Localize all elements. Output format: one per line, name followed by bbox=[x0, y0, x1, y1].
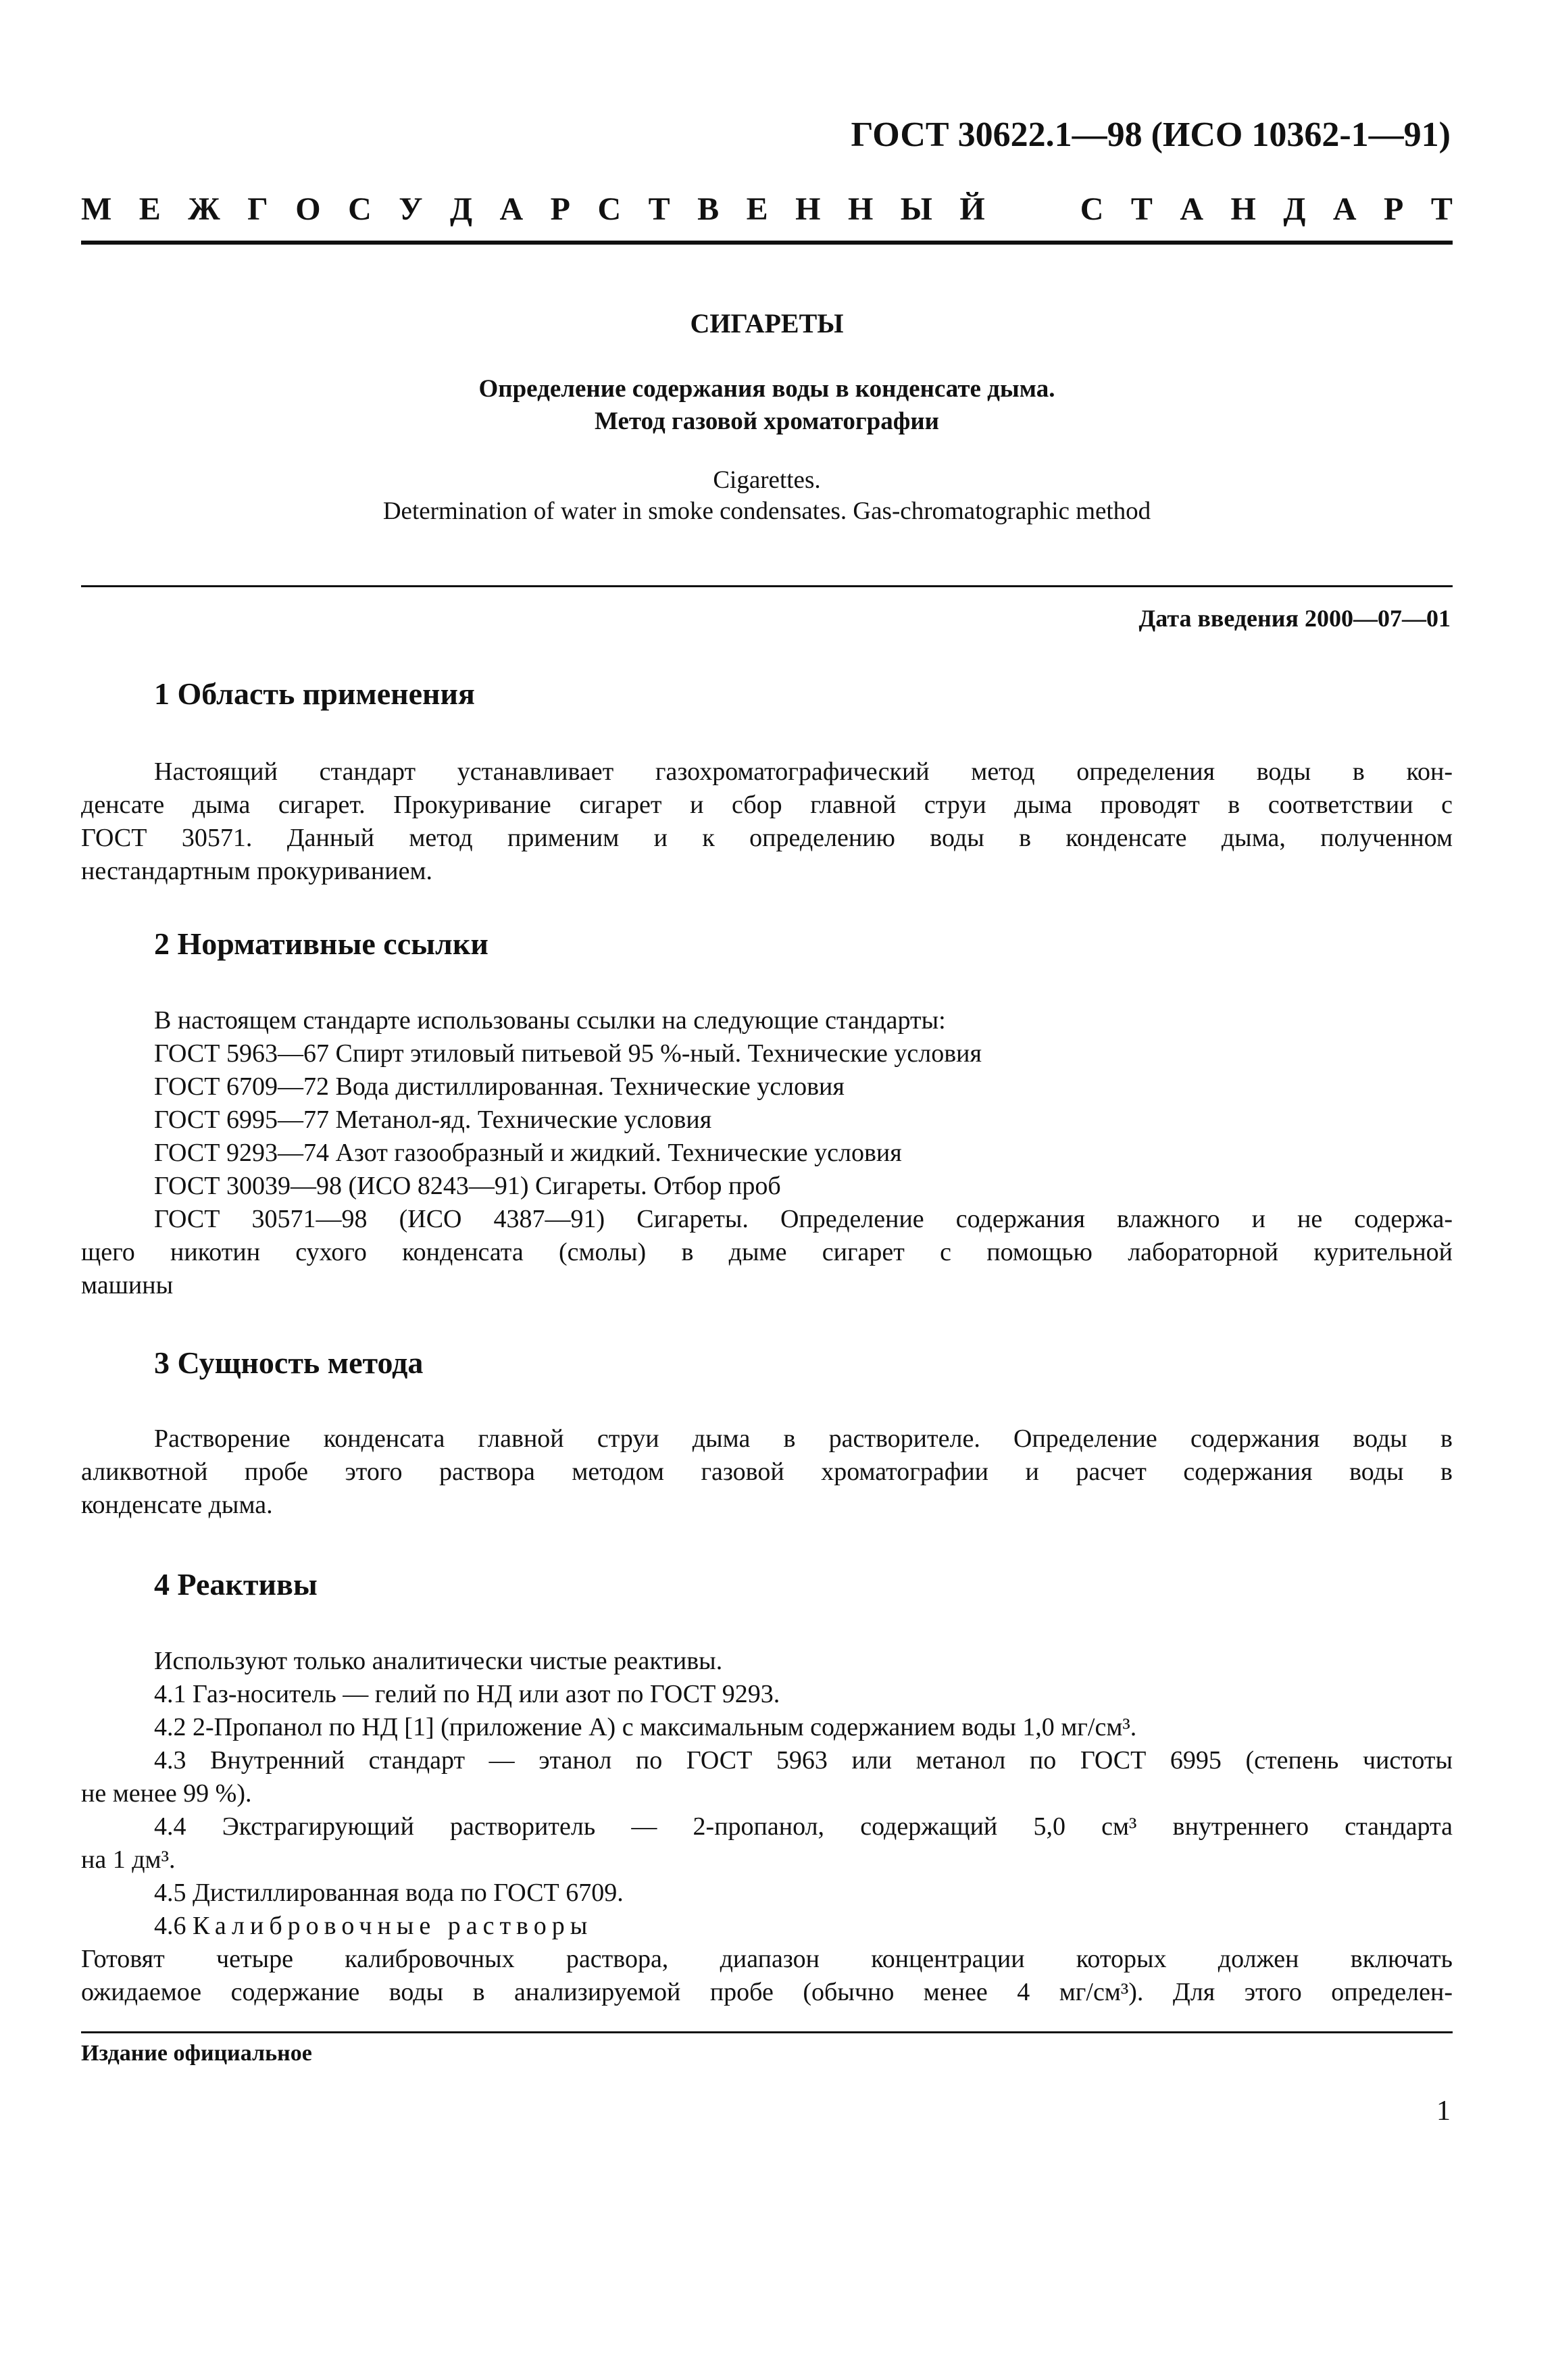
banner-letter: У bbox=[399, 191, 423, 227]
interstate-standard-banner bbox=[81, 191, 1453, 228]
official-edition-label: Издание официальное bbox=[81, 2041, 312, 2066]
paragraph-line: Готовят четыре калибровочных раствора, диапазон концентрации которых должен включать bbox=[81, 1945, 1453, 1973]
paragraph-line: Настоящий стандарт устанавливает газохроматографический метод определения воды в кон- bbox=[154, 758, 1453, 786]
reagent-subheading-title: Калибровочные растворы bbox=[193, 1912, 593, 1940]
paragraph-line: на 1 дм³. bbox=[81, 1845, 176, 1874]
reagents-intro: Используют только аналитически чистые реактивы. bbox=[154, 1647, 723, 1675]
paragraph-line: щего никотин сухого конденсата (смолы) в дыме сигарет с помощью лабораторной курительной bbox=[81, 1238, 1453, 1266]
references-intro: В настоящем стандарте использованы ссылки на следующие стандарты: bbox=[154, 1006, 946, 1035]
paragraph-line: аликвотной пробе этого раствора методом газовой хроматографии и расчет содержания воды в bbox=[81, 1458, 1453, 1486]
banner-letter: Е bbox=[139, 191, 161, 227]
banner-letter: Н bbox=[795, 191, 821, 227]
reference-item: ГОСТ 6709—72 Вода дистиллированная. Технические условия bbox=[154, 1072, 845, 1101]
paragraph-line: Растворение конденсата главной струи дыма в растворителе. Определение содержания воды в bbox=[154, 1424, 1453, 1453]
banner-letter: Р bbox=[1384, 191, 1404, 227]
footer-rule bbox=[81, 2031, 1453, 2033]
banner-letter: М bbox=[81, 191, 112, 227]
banner-letter: Ж bbox=[188, 191, 220, 227]
reference-item-multiline bbox=[81, 1203, 1453, 1302]
banner-letter: Е bbox=[746, 191, 768, 227]
subtitle-line: Метод газовой хроматографии bbox=[595, 407, 939, 435]
reagent-item: 4.1 Газ-носитель — гелий по НД или азот по ГОСТ 9293. bbox=[154, 1680, 780, 1708]
section-heading-reagents: 4 Реактивы bbox=[154, 1567, 318, 1602]
english-title-line: Determination of water in smoke condensates. Gas-chromatographic method bbox=[382, 497, 1151, 525]
banner-letter: Н bbox=[1230, 191, 1256, 227]
banner-letter: Й bbox=[959, 191, 985, 227]
paragraph-line: 4.4 Экстрагирующий растворитель — 2-пропанол, содержащий 5,0 см³ внутреннего стандарта bbox=[154, 1812, 1453, 1841]
document-title: СИГАРЕТЫ bbox=[690, 308, 844, 339]
reagent-item: 4.5 Дистиллированная вода по ГОСТ 6709. bbox=[154, 1879, 624, 1907]
header-rule bbox=[81, 241, 1453, 245]
reagent-subheading-number: 4.6 bbox=[154, 1912, 186, 1940]
calibration-paragraph bbox=[81, 1943, 1453, 2009]
banner-letter: Р bbox=[550, 191, 570, 227]
banner-letter: А bbox=[1180, 191, 1204, 227]
paragraph-line: ожидаемое содержание воды в анализируемой пробе (обычно менее 4 мг/см³). Для этого определен- bbox=[81, 1978, 1453, 2006]
title-rule bbox=[81, 585, 1453, 587]
paragraph-line: ГОСТ 30571—98 (ИСО 4387—91) Сигареты. Определение содержания влажного и не содержа- bbox=[154, 1205, 1453, 1233]
banner-letter: О bbox=[295, 191, 321, 227]
banner-letter: Д bbox=[1283, 191, 1306, 227]
english-title bbox=[81, 465, 1453, 527]
banner-letter: С bbox=[597, 191, 622, 227]
banner-letter: Г bbox=[247, 191, 268, 227]
paragraph-line: нестандартным прокуриванием. bbox=[81, 857, 432, 885]
banner-letter: Т bbox=[1130, 191, 1153, 227]
reagent-item-multiline bbox=[81, 1810, 1453, 1877]
method-essence-paragraph bbox=[81, 1422, 1453, 1522]
reference-item: ГОСТ 5963—67 Спирт этиловый питьевой 95 %-ный. Технические условия bbox=[154, 1039, 982, 1068]
banner-letter: Ы bbox=[900, 191, 932, 227]
english-title-line: Cigarettes. bbox=[713, 466, 821, 494]
banner-letter: Н bbox=[847, 191, 874, 227]
introduction-date: Дата введения 2000—07—01 bbox=[1138, 605, 1451, 632]
banner-letter: С bbox=[1080, 191, 1104, 227]
page-number: 1 bbox=[1436, 2096, 1451, 2127]
document-code: ГОСТ 30622.1—98 (ИСО 10362-1—91) bbox=[851, 116, 1451, 154]
banner-letter: Т bbox=[648, 191, 670, 227]
paragraph-line: 4.3 Внутренний стандарт — этанол по ГОСТ 5963 или метанол по ГОСТ 6995 (степень чистоты bbox=[154, 1746, 1453, 1775]
scope-paragraph bbox=[81, 755, 1453, 888]
banner-letter: Т bbox=[1430, 191, 1453, 227]
section-heading-references: 2 Нормативные ссылки bbox=[154, 926, 488, 961]
banner-letter: А bbox=[1332, 191, 1357, 227]
banner-letter: В bbox=[697, 191, 720, 227]
paragraph-line: конденсате дыма. bbox=[81, 1491, 273, 1519]
banner-letter: С bbox=[348, 191, 372, 227]
section-heading-scope: 1 Область применения bbox=[154, 676, 475, 711]
paragraph-line: денсате дыма сигарет. Прокуривание сигарет и сбор главной струи дыма проводят в соответствии с bbox=[81, 791, 1453, 819]
section-heading-method-essence: 3 Сущность метода bbox=[154, 1345, 424, 1380]
reference-item: ГОСТ 9293—74 Азот газообразный и жидкий. Технические условия bbox=[154, 1139, 902, 1167]
banner-letter: А bbox=[499, 191, 524, 227]
reagent-item: 4.2 2-Пропанол по НД [1] (приложение А) с максимальным содержанием воды 1,0 мг/см³. bbox=[154, 1713, 1137, 1741]
paragraph-line: не менее 99 %). bbox=[81, 1779, 252, 1808]
reference-item: ГОСТ 6995—77 Метанол-яд. Технические условия bbox=[154, 1106, 712, 1134]
subtitle-line: Определение содержания воды в конденсате дыма. bbox=[478, 375, 1055, 403]
banner-letter: Д bbox=[449, 191, 473, 227]
reference-item: ГОСТ 30039—98 (ИСО 8243—91) Сигареты. Отбор проб bbox=[154, 1172, 781, 1200]
paragraph-line: машины bbox=[81, 1271, 174, 1299]
document-subtitle bbox=[81, 373, 1453, 438]
paragraph-line: ГОСТ 30571. Данный метод применим и к определению воды в конденсате дыма, полученном bbox=[81, 824, 1453, 852]
reagent-item-multiline bbox=[81, 1744, 1453, 1810]
reagent-subheading bbox=[154, 1910, 593, 1943]
